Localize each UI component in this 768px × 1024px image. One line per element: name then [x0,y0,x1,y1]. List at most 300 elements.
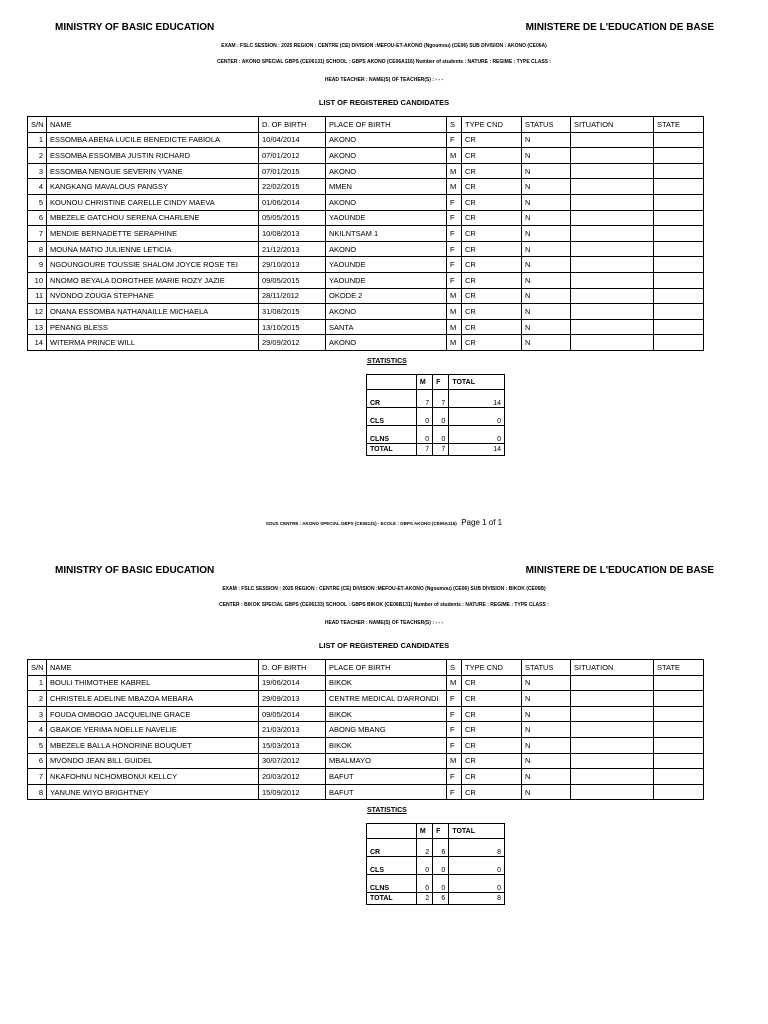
table-cell: N [522,769,571,785]
table-row [28,737,704,753]
table-row [28,272,704,288]
table-cell [571,335,654,351]
col-header: STATUS [522,117,571,133]
table-cell: 2 [28,691,47,707]
table-cell: CR [462,319,522,335]
stats-value: 14 [449,390,505,408]
table-cell: 5 [28,737,47,753]
table-cell: CR [462,226,522,242]
table-cell: CR [462,148,522,164]
table-cell: NKAFOHNU NCHOMBONUI KELLCY [47,769,259,785]
table-cell: MBALMAYO [326,753,447,769]
table-cell [571,241,654,257]
table-cell: AKONO [326,132,447,148]
list-title: LIST OF REGISTERED CANDIDATES [318,98,450,107]
table-cell: 6 [28,753,47,769]
table-cell: CR [462,272,522,288]
table-cell: CR [462,784,522,800]
stats-col-header: M [416,824,432,839]
table-cell: ESSOMBA ESSOMBA JUSTIN RICHARD [47,148,259,164]
table-cell: 14 [28,335,47,351]
table-cell: 11 [28,288,47,304]
table-cell: M [447,319,462,335]
table-cell: 21/03/2013 [259,722,326,738]
table-cell: CHRISTELE ADELINE MBAZOA MEBARA [47,691,259,707]
col-header: S/N [28,660,47,676]
stats-label: CLS [367,857,417,875]
table-cell: KANGKANG MAVALOUS PANGSY [47,179,259,195]
table-row [28,226,704,242]
candidates-table [27,659,704,800]
table-cell [654,163,704,179]
stats-total-row [367,893,505,905]
ministry-title-en: MINISTRY OF BASIC EDUCATION [55,565,215,576]
table-cell [654,784,704,800]
table-cell: 20/03/2012 [259,769,326,785]
table-cell [571,675,654,691]
table-cell: N [522,737,571,753]
table-cell [571,737,654,753]
table-cell: 09/05/2015 [259,272,326,288]
stats-value: 8 [449,839,505,857]
table-cell: 12 [28,304,47,320]
page-number: Page 1 of 1 [461,518,503,527]
table-cell: 8 [28,241,47,257]
table-cell [654,194,704,210]
table-cell [571,210,654,226]
table-cell: 07/01/2015 [259,163,326,179]
table-cell: AKONO [326,335,447,351]
stats-value: 6 [433,839,449,857]
table-cell: F [447,784,462,800]
table-cell [654,210,704,226]
table-cell: 31/08/2015 [259,304,326,320]
table-cell: BAFUT [326,784,447,800]
table-cell: N [522,163,571,179]
stats-col-header: M [416,375,432,390]
stats-value: 2 [416,893,432,905]
stats-label: CR [367,390,417,408]
teacher-info-line: HEAD TEACHER : NAME(S) OF TEACHER(S) : - - - [324,620,444,626]
table-cell [571,769,654,785]
stats-total-row [367,444,505,456]
col-header: STATE [654,660,704,676]
table-cell: M [447,163,462,179]
table-cell: N [522,784,571,800]
table-row [28,163,704,179]
table-cell: CR [462,675,522,691]
stats-label: CR [367,839,417,857]
table-cell [654,691,704,707]
table-cell: CR [462,288,522,304]
table-row [28,675,704,691]
stats-value: 0 [416,408,432,426]
stats-value: 0 [433,875,449,893]
stats-value: 0 [433,408,449,426]
ministry-title-fr: MINISTERE DE L'EDUCATION DE BASE [525,22,714,33]
table-cell: YANUNE WIYO BRIGHTNEY [47,784,259,800]
col-header: SITUATION [571,660,654,676]
table-cell: N [522,132,571,148]
col-header: TYPE CND [462,117,522,133]
stats-row [367,839,505,857]
table-cell [654,226,704,242]
table-cell: F [447,272,462,288]
stats-value: 0 [433,426,449,444]
stats-value: 7 [416,390,432,408]
table-cell [654,753,704,769]
table-cell: M [447,304,462,320]
table-cell: F [447,722,462,738]
table-cell: N [522,272,571,288]
stats-header-row [367,824,505,839]
table-cell [571,179,654,195]
table-cell: AKONO [326,241,447,257]
table-cell: BIKOK [326,737,447,753]
table-cell: CR [462,163,522,179]
table-cell: M [447,179,462,195]
table-cell: NNOMO BEYALA DOROTHEE MARIE ROZY JAZIE [47,272,259,288]
table-cell: MBEZELE BALLA HONORINE BOUQUET [47,737,259,753]
stats-value: 7 [433,444,449,456]
table-cell: CR [462,304,522,320]
table-cell: F [447,210,462,226]
table-cell [654,132,704,148]
table-cell: SANTA [326,319,447,335]
table-cell: N [522,226,571,242]
stats-label: CLNS [367,875,417,893]
table-cell: CR [462,753,522,769]
table-cell: F [447,737,462,753]
table-cell [654,288,704,304]
table-cell: M [447,148,462,164]
table-cell: AKONO [326,163,447,179]
table-cell: 10/04/2014 [259,132,326,148]
col-header: S/N [28,117,47,133]
table-cell: N [522,257,571,273]
table-cell: 28/11/2012 [259,288,326,304]
table-cell [654,272,704,288]
table-cell: F [447,257,462,273]
table-cell: M [447,288,462,304]
stats-value: 6 [433,893,449,905]
table-cell [571,226,654,242]
table-cell: AKONO [326,148,447,164]
table-cell: 10/08/2013 [259,226,326,242]
table-cell: 21/12/2013 [259,241,326,257]
table-cell [654,304,704,320]
stats-col-header: F [433,824,449,839]
teacher-info-line: HEAD TEACHER : NAME(S) OF TEACHER(S) : - - - [324,77,444,83]
col-header: D. OF BIRTH [259,117,326,133]
table-row [28,691,704,707]
exam-info-line: EXAM : FSLC SESSION : 2025 REGION : CENTRE (CE) DIVISION :MEFOU-ET-AKONO (Ngoumou) (CE06) SUB DIVISION : BIKOK (CE06B) [222,586,546,592]
table-cell: CR [462,194,522,210]
ministry-title-en: MINISTRY OF BASIC EDUCATION [55,22,215,33]
table-cell [654,769,704,785]
table-cell: BIKOK [326,675,447,691]
table-cell: N [522,304,571,320]
table-cell [654,319,704,335]
stats-row [367,390,505,408]
table-cell: N [522,706,571,722]
table-cell: N [522,179,571,195]
table-row [28,753,704,769]
table-cell [654,257,704,273]
table-cell: 5 [28,194,47,210]
table-cell: 7 [28,226,47,242]
table-cell: MVONDO JEAN BILL GUIDEL [47,753,259,769]
table-row [28,722,704,738]
col-header: D. OF BIRTH [259,660,326,676]
table-cell: N [522,753,571,769]
table-cell: YAOUNDE [326,272,447,288]
table-cell: M [447,753,462,769]
table-cell: 07/01/2012 [259,148,326,164]
stats-label: CLS [367,408,417,426]
table-cell [654,148,704,164]
table-cell: N [522,241,571,257]
table-cell: F [447,132,462,148]
statistics-title: STATISTICS [367,358,407,365]
table-cell: 01/06/2014 [259,194,326,210]
table-cell [571,722,654,738]
table-cell: OKODE 2 [326,288,447,304]
table-row [28,769,704,785]
table-cell: 9 [28,257,47,273]
center-info-line: CENTER : AKONO SPECIAL GBPS (CE06131) SCHOOL : GBPS AKONO (CE06A116) Number of students : NATURE : REGIME : TYPE CLASS : [216,59,552,65]
list-title: LIST OF REGISTERED CANDIDATES [318,641,450,650]
table-cell [571,319,654,335]
table-cell: ONANA ESSOMBA NATHANAILLE MICHAELA [47,304,259,320]
table-row [28,304,704,320]
table-cell [571,706,654,722]
table-cell: MBEZELE GATCHOU SERENA CHARLENE [47,210,259,226]
table-cell [571,784,654,800]
table-cell: F [447,769,462,785]
table-cell [654,722,704,738]
stats-value: 0 [449,857,505,875]
table-cell: F [447,241,462,257]
table-cell: BIKOK [326,706,447,722]
table-cell: N [522,319,571,335]
table-cell: 2 [28,148,47,164]
exam-info-line: EXAM : FSLC SESSION : 2025 REGION : CENTRE (CE) DIVISION :MEFOU-ET-AKONO (Ngoumou) (CE06) SUB DIVISION : AKONO (CE06A) [221,43,547,49]
table-cell: CR [462,706,522,722]
page-footer [0,512,768,530]
table-cell: GBAKOE YERIMA NOELLE NAVELIE [47,722,259,738]
table-cell: 29/09/2013 [259,691,326,707]
table-cell: 3 [28,706,47,722]
table-cell: CR [462,769,522,785]
stats-value: 0 [433,857,449,875]
table-cell: 19/06/2014 [259,675,326,691]
table-cell [654,179,704,195]
table-cell [571,753,654,769]
table-cell [654,241,704,257]
table-cell: BOULI THIMOTHEE KABREL [47,675,259,691]
stats-row [367,875,505,893]
table-cell: 13/10/2015 [259,319,326,335]
table-cell: 29/09/2012 [259,335,326,351]
table-row [28,132,704,148]
table-cell: YAOUNDE [326,257,447,273]
table-cell: YAOUNDE [326,210,447,226]
ministry-title-fr: MINISTERE DE L'EDUCATION DE BASE [525,565,714,576]
table-cell: 6 [28,210,47,226]
table-cell: 3 [28,163,47,179]
table-cell: CR [462,210,522,226]
table-cell [654,675,704,691]
footer-center-info: SOUS CENTRE : AKONO SPECIAL GBPS (CE06131) - ECOLE : GBPS AKONO (CE06A116) [265,521,457,526]
stats-value: 0 [449,426,505,444]
table-row [28,288,704,304]
col-header: PLACE OF BIRTH [326,117,447,133]
table-cell: M [447,335,462,351]
table-cell: F [447,194,462,210]
col-header: SITUATION [571,117,654,133]
table-cell [571,148,654,164]
table-cell: NGOUNGOURE TOUSSIE SHALOM JOYCE ROSE TEI [47,257,259,273]
table-cell: NKILNTSAM 1 [326,226,447,242]
table-cell: CR [462,257,522,273]
table-header-row [28,117,704,133]
stats-label: TOTAL [367,893,417,905]
table-cell: MOUNA MATIO JULIENNE LETICIA [47,241,259,257]
table-cell: KOUNOU CHRISTINE CARELLE CINDY MAEVA [47,194,259,210]
table-cell: 22/02/2015 [259,179,326,195]
table-cell: 1 [28,132,47,148]
table-row [28,179,704,195]
col-header: PLACE OF BIRTH [326,660,447,676]
table-row [28,319,704,335]
table-row [28,210,704,226]
table-cell: 10 [28,272,47,288]
table-cell: N [522,288,571,304]
statistics-table [366,823,505,905]
table-cell: 29/10/2013 [259,257,326,273]
table-cell: MENDIE BERNADETTE SERAPHINE [47,226,259,242]
table-cell: 4 [28,179,47,195]
table-cell: WITERMA PRINCE WILL [47,335,259,351]
table-cell: CR [462,132,522,148]
table-cell: CR [462,241,522,257]
table-cell: 30/07/2012 [259,753,326,769]
stats-value: 0 [416,875,432,893]
table-cell: BAFUT [326,769,447,785]
table-row [28,241,704,257]
stats-col-header [367,375,417,390]
table-row [28,706,704,722]
table-cell: 8 [28,784,47,800]
table-cell: FOUDA OMBOGO JACQUELINE GRACE [47,706,259,722]
table-header-row [28,660,704,676]
stats-value: 2 [416,839,432,857]
table-cell: PENANG BLESS [47,319,259,335]
stats-row [367,857,505,875]
table-cell: MMEN [326,179,447,195]
table-cell: N [522,691,571,707]
table-cell: N [522,722,571,738]
table-cell [571,257,654,273]
col-header: S [447,117,462,133]
stats-value: 0 [416,857,432,875]
stats-col-header [367,824,417,839]
table-cell [571,132,654,148]
table-cell: M [447,675,462,691]
stats-value: 8 [449,893,505,905]
table-cell: N [522,210,571,226]
table-cell: N [522,675,571,691]
stats-value: 0 [449,408,505,426]
stats-value: 7 [433,390,449,408]
stats-value: 7 [416,444,432,456]
col-header: NAME [47,117,259,133]
col-header: S [447,660,462,676]
table-cell: ABONG MBANG [326,722,447,738]
table-cell [571,304,654,320]
table-cell [654,335,704,351]
center-info-line: CENTER : BIKOK SPECIAL GBPS (CE06133) SCHOOL : GBPS BIKOK (CE06B131) Number of students : NATURE : REGIME : TYPE CLASS : [219,602,549,608]
col-header: STATUS [522,660,571,676]
table-cell: CR [462,691,522,707]
table-cell [571,272,654,288]
table-row [28,148,704,164]
stats-row [367,408,505,426]
table-cell: CENTRE MEDICAL D'ARRONDI [326,691,447,707]
table-cell: F [447,226,462,242]
table-cell: AKONO [326,194,447,210]
table-cell: 7 [28,769,47,785]
table-cell [571,194,654,210]
table-row [28,784,704,800]
table-cell: ESSOMBA ABENA LUCILE BENEDICTE FABIOLA [47,132,259,148]
table-cell: CR [462,335,522,351]
table-cell: F [447,691,462,707]
table-row [28,257,704,273]
stats-row [367,426,505,444]
table-cell: 15/09/2012 [259,784,326,800]
stats-value: 0 [416,426,432,444]
table-row [28,194,704,210]
table-cell: 09/05/2014 [259,706,326,722]
table-cell: NVONDO ZOUGA STEPHANE [47,288,259,304]
table-cell: F [447,706,462,722]
col-header: TYPE CND [462,660,522,676]
statistics-title: STATISTICS [367,807,407,814]
table-cell: 1 [28,675,47,691]
candidates-table [27,116,704,351]
stats-label: TOTAL [367,444,417,456]
stats-label: CLNS [367,426,417,444]
statistics-table [366,374,505,456]
table-cell [571,691,654,707]
stats-value: 14 [449,444,505,456]
table-cell [654,737,704,753]
table-cell: N [522,148,571,164]
table-cell [571,163,654,179]
table-cell: CR [462,722,522,738]
table-cell: ESSOMBA NENGUE SEVERIN YVANE [47,163,259,179]
table-cell [571,288,654,304]
stats-col-header: F [433,375,449,390]
table-cell: 13 [28,319,47,335]
table-cell: CR [462,737,522,753]
table-cell [654,706,704,722]
table-cell: N [522,194,571,210]
stats-value: 0 [449,875,505,893]
stats-col-header: TOTAL [449,375,505,390]
